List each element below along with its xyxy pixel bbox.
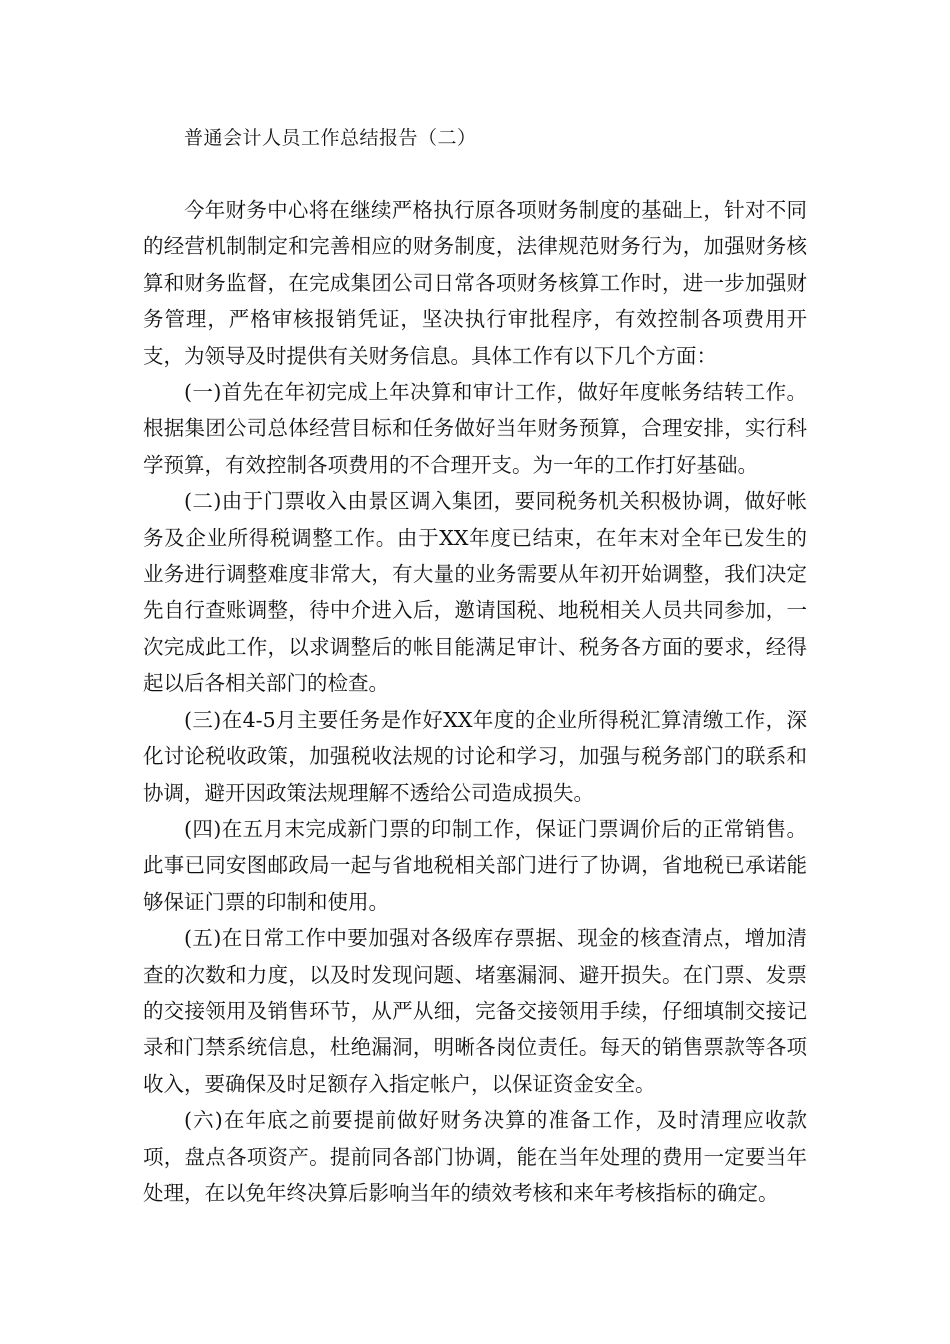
document-body [143,192,807,1211]
paragraph-intro: 今年财务中心将在继续严格执行原各项财务制度的基础上，针对不同的经营机制制定和完善相应的财务制度，法律规范财务行为，加强财务核算和财务监督，在完成集团公司日常各项财务核算工作时，进一步加强财务管理，严格审核报销凭证，坚决执行审批程序，有效控制各项费用开支，为领导及时提供有关财务信息。具体工作有以下几个方面： [143,198,807,368]
paragraph-item-5: (五)在日常工作中要加强对各级库存票据、现金的核查清点，增加清查的次数和力度，以及时发现问题、堵塞漏洞、避开损失。在门票、发票的交接领用及销售环节，从严从细，完备交接领用手续，仔细填制交接记录和门禁系统信息，杜绝漏洞，明晰各岗位责任。每天的销售票款等各项收入，要确保及时足额存入指定帐户，以保证资金安全。 [143,926,807,1096]
paragraph-item-4: (四)在五月末完成新门票的印制工作，保证门票调价后的正常销售。此事已同安图邮政局一起与省地税相关部门进行了协调，省地税已承诺能够保证门票的印制和使用。 [143,816,807,914]
paragraph-item-6: (六)在年底之前要提前做好财务决算的准备工作，及时清理应收款项，盘点各项资产。提前同各部门协调，能在当年处理的费用一定要当年处理，在以免年终决算后影响当年的绩效考核和来年考核指标的确定。 [143,1108,807,1205]
document-title: 普通会计人员工作总结报告（二） [184,127,477,149]
paragraph-item-3: (三)在4-5月主要任务是作好XX年度的企业所得税汇算清缴工作，深化讨论税收政策，加强税收法规的讨论和学习，加强与税务部门的联系和协调，避开因政策法规理解不透给公司造成损失。 [143,707,807,805]
paragraph-item-2: (二)由于门票收入由景区调入集团，要同税务机关积极协调，做好帐务及企业所得税调整工作。由于XX年度已结束，在年末对全年已发生的业务进行调整难度非常大，有大量的业务需要从年初开始调整，我们决定先自行查账调整，待中介进入后，邀请国税、地税相关人员共同参加，一次完成此工作，以求调整后的帐目能满足审计、税务各方面的要求，经得起以后各相关部门的检查。 [143,489,807,696]
paragraph-item-1: (一)首先在年初完成上年决算和审计工作，做好年度帐务结转工作。根据集团公司总体经营目标和任务做好当年财务预算，合理安排，实行科学预算，有效控制各项费用的不合理开支。为一年的工作打好基础。 [143,380,807,477]
